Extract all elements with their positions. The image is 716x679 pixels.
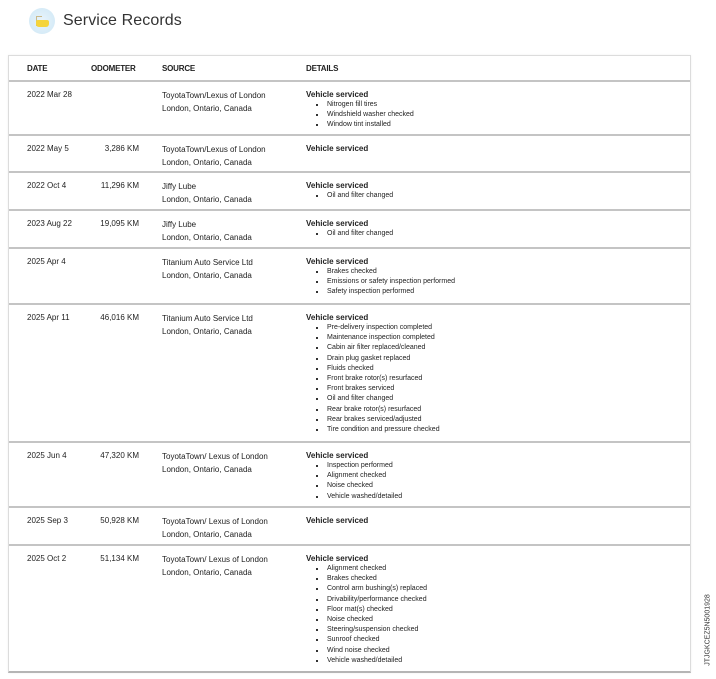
details-list-item: Pre-delivery inspection completed — [327, 323, 676, 333]
service-records-table — [8, 55, 691, 673]
table-row — [9, 136, 690, 173]
details-list-item: Oil and filter changed — [327, 394, 676, 404]
odometer-cell: 19,095 KM — [100, 219, 139, 228]
table-row — [9, 443, 690, 508]
odometer-cell: 46,016 KM — [100, 313, 139, 322]
source-location: London, Ontario, Canada — [162, 233, 252, 242]
date-cell: 2022 Mar 28 — [27, 90, 72, 99]
details-list — [306, 191, 676, 201]
source-location: London, Ontario, Canada — [162, 327, 252, 336]
page-header — [29, 6, 182, 36]
details-title: Vehicle serviced — [306, 181, 369, 190]
details-list-item: Rear brakes serviced/adjusted — [327, 415, 676, 425]
odometer-cell: 51,134 KM — [100, 554, 139, 563]
details-list-item: Front brake rotor(s) resurfaced — [327, 374, 676, 384]
details-list — [306, 564, 676, 666]
details-title: Vehicle serviced — [306, 219, 369, 228]
details-list-item: Brakes checked — [327, 574, 676, 584]
source-cell — [162, 553, 302, 579]
details-list-item: Oil and filter changed — [327, 191, 676, 201]
source-cell — [162, 450, 302, 476]
details-title: Vehicle serviced — [306, 516, 369, 525]
date-cell: 2025 Sep 3 — [27, 516, 68, 525]
details-cell — [306, 89, 676, 131]
date-cell: 2022 Oct 4 — [27, 181, 67, 190]
odometer-cell: 47,320 KM — [100, 451, 139, 460]
date-cell: 2023 Aug 22 — [27, 219, 72, 228]
table-row — [9, 508, 690, 546]
source-location: London, Ontario, Canada — [162, 271, 252, 280]
column-header-source: SOURCE — [162, 64, 196, 73]
details-title: Vehicle serviced — [306, 144, 369, 153]
source-location: London, Ontario, Canada — [162, 104, 252, 113]
details-list-item: Drivability/performance checked — [327, 595, 676, 605]
table-row — [9, 546, 690, 673]
source-cell — [162, 180, 302, 206]
details-cell — [306, 143, 676, 154]
details-list-item: Noise checked — [327, 615, 676, 625]
details-list-item: Steering/suspension checked — [327, 625, 676, 635]
source-name: ToyotaTown/ Lexus of London — [162, 452, 268, 461]
details-cell — [306, 312, 676, 435]
details-list-item: Nitrogen fill tires — [327, 100, 676, 110]
details-list — [306, 461, 676, 502]
details-list-item: Safety inspection performed — [327, 287, 676, 297]
source-name: Jiffy Lube — [162, 220, 197, 229]
vin-label — [702, 585, 714, 675]
details-list-item: Vehicle washed/detailed — [327, 656, 676, 666]
source-cell — [162, 218, 302, 244]
source-cell — [162, 89, 302, 115]
details-list-item: Emissions or safety inspection performed — [327, 277, 676, 287]
folder-front-shape — [36, 20, 49, 27]
table-row — [9, 82, 690, 136]
details-title: Vehicle serviced — [306, 554, 369, 563]
details-list-item: Oil and filter changed — [327, 229, 676, 239]
source-name: ToyotaTown/ Lexus of London — [162, 517, 268, 526]
details-list-item: Fluids checked — [327, 364, 676, 374]
details-list — [306, 229, 676, 239]
source-location: London, Ontario, Canada — [162, 195, 252, 204]
details-list-item: Control arm bushing(s) replaced — [327, 584, 676, 594]
details-cell — [306, 553, 676, 666]
source-location: London, Ontario, Canada — [162, 568, 252, 577]
folder-icon — [29, 8, 55, 34]
details-list-item: Wind noise checked — [327, 646, 676, 656]
details-list — [306, 267, 676, 298]
source-name: Jiffy Lube — [162, 182, 197, 191]
details-list-item: Window tint installed — [327, 120, 676, 130]
source-cell — [162, 515, 302, 541]
details-title: Vehicle serviced — [306, 313, 369, 322]
source-location: London, Ontario, Canada — [162, 530, 252, 539]
details-list-item: Vehicle washed/detailed — [327, 492, 676, 502]
column-header-odometer: ODOMETER — [91, 64, 136, 73]
details-list-item: Alignment checked — [327, 471, 676, 481]
vin-text: JTJGKCEZ5N5001928 — [704, 594, 712, 666]
odometer-cell: 11,296 KM — [100, 181, 139, 190]
date-cell: 2022 May 5 — [27, 144, 69, 153]
table-row — [9, 173, 690, 211]
date-cell: 2025 Apr 4 — [27, 257, 66, 266]
table-row — [9, 305, 690, 443]
details-list-item: Drain plug gasket replaced — [327, 354, 676, 364]
details-list-item: Maintenance inspection completed — [327, 333, 676, 343]
details-cell — [306, 256, 676, 298]
details-title: Vehicle serviced — [306, 257, 369, 266]
details-cell — [306, 515, 676, 526]
details-list-item: Sunroof checked — [327, 635, 676, 645]
date-cell: 2025 Jun 4 — [27, 451, 67, 460]
details-list — [306, 100, 676, 131]
date-cell: 2025 Apr 11 — [27, 313, 70, 322]
odometer-cell: 3,286 KM — [104, 144, 139, 153]
odometer-cell: 50,928 KM — [100, 516, 139, 525]
details-list — [306, 323, 676, 435]
details-list-item: Windshield washer checked — [327, 110, 676, 120]
source-name: Titanium Auto Service Ltd — [162, 314, 253, 323]
details-list-item: Front brakes serviced — [327, 384, 676, 394]
details-title: Vehicle serviced — [306, 451, 369, 460]
table-row — [9, 249, 690, 305]
source-name: ToyotaTown/Lexus of London — [162, 91, 266, 100]
column-header-details: DETAILS — [306, 64, 339, 73]
details-cell — [306, 450, 676, 502]
source-name: Titanium Auto Service Ltd — [162, 258, 253, 267]
details-cell — [306, 218, 676, 239]
details-list-item: Rear brake rotor(s) resurfaced — [327, 405, 676, 415]
details-list-item: Cabin air filter replaced/cleaned — [327, 343, 676, 353]
details-list-item: Noise checked — [327, 481, 676, 491]
table-header-row — [9, 56, 690, 82]
date-cell: 2025 Oct 2 — [27, 554, 67, 563]
source-cell — [162, 256, 302, 282]
source-cell — [162, 312, 302, 338]
source-name: ToyotaTown/ Lexus of London — [162, 555, 268, 564]
details-list-item: Floor mat(s) checked — [327, 605, 676, 615]
details-title: Vehicle serviced — [306, 90, 369, 99]
details-list-item: Alignment checked — [327, 564, 676, 574]
source-cell — [162, 143, 302, 169]
source-location: London, Ontario, Canada — [162, 465, 252, 474]
source-location: London, Ontario, Canada — [162, 158, 252, 167]
details-list-item: Brakes checked — [327, 267, 676, 277]
table-row — [9, 211, 690, 249]
details-list-item: Tire condition and pressure checked — [327, 425, 676, 435]
details-cell — [306, 180, 676, 201]
page-title: Service Records — [63, 12, 182, 29]
source-name: ToyotaTown/Lexus of London — [162, 145, 266, 154]
column-header-date: DATE — [27, 64, 48, 73]
details-list-item: Inspection performed — [327, 461, 676, 471]
